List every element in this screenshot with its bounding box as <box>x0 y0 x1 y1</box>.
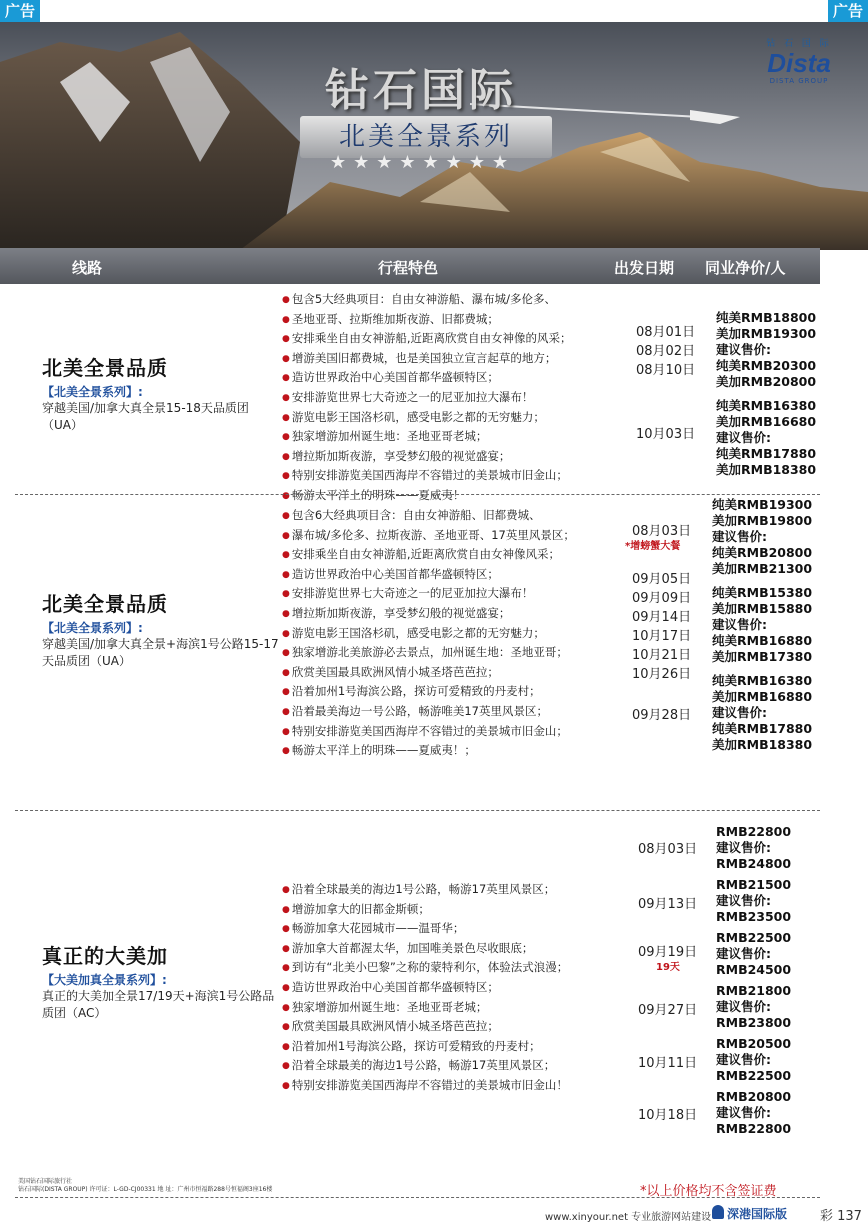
price-line: RMB22800 <box>716 1121 792 1136</box>
feature-item: ● 增游美国旧都费城，也是美国独立宣言起草的地方； <box>282 349 572 369</box>
feature-item: ● 游览电影王国洛杉矶，感受电影之都的无穷魅力； <box>282 624 575 644</box>
note-crab: *增螃蟹大餐 <box>625 541 681 552</box>
feature-item: ● 沿着全球最美的海边1号公路，畅游17英里风景区； <box>282 1056 568 1076</box>
feature-item: ● 特别安排游览美国西海岸不容错过的美景城市旧金山； <box>282 722 575 742</box>
feature-item: ● 独家增游北美旅游必去景点，加州诞生地：圣地亚哥； <box>282 643 575 663</box>
route-desc: 穿越美国/加拿大真全景15-18天品质团（UA） <box>42 401 249 432</box>
feature-item: ● 包含6大经典项目含：自由女神游船、旧都费城、 <box>282 506 575 526</box>
price-line: RMB23800 <box>716 1015 792 1030</box>
route-series: 【北美全景系列】: <box>42 621 143 635</box>
price-line: 建议售价: <box>716 893 771 908</box>
feature-item: ● 圣地亚哥、拉斯维加斯夜游、旧都费城； <box>282 310 572 330</box>
features-3 <box>282 880 568 1096</box>
price-line: RMB24800 <box>716 856 792 871</box>
price-line: 美加RMB15880 <box>712 601 813 616</box>
route-series: 【北美全景系列】: <box>42 385 143 399</box>
price-line: 美加RMB18380 <box>716 462 817 477</box>
feature-item: ● 沿着全球最美的海边1号公路，畅游17英里风景区； <box>282 880 568 900</box>
price-line: 美加RMB17380 <box>712 649 813 664</box>
feature-item: ● 安排游览世界七大奇迹之一的尼亚加拉大瀑布！ <box>282 584 575 604</box>
date: 10月21日 <box>632 648 692 663</box>
feature-item: ● 独家增游加州诞生地：圣地亚哥老城； <box>282 427 572 447</box>
date: 09月28日 <box>632 708 692 723</box>
date: 08月03日 <box>632 524 692 539</box>
feature-item: ● 安排乘坐自由女神游船,近距离欣赏自由女神像风采； <box>282 545 575 565</box>
price-line: 建议售价: <box>716 342 771 357</box>
features-2 <box>282 506 575 761</box>
date: 08月03日 <box>638 842 698 857</box>
header-route: 线路 <box>72 259 103 277</box>
features-1 <box>282 290 572 506</box>
date: 08月02日 <box>636 344 696 359</box>
date: 10月03日 <box>636 427 696 442</box>
price-line: RMB20800 <box>716 1089 792 1104</box>
date: 10月17日 <box>632 629 692 644</box>
price-line: 建议售价: <box>716 1105 771 1120</box>
feature-item: ● 增拉斯加斯夜游，享受梦幻般的视觉盛宴； <box>282 447 572 467</box>
brand-icon <box>712 1205 724 1219</box>
price-line: RMB20500 <box>716 1036 792 1051</box>
price-line: 美加RMB16880 <box>712 689 813 704</box>
divider <box>15 494 820 495</box>
feature-item: ● 沿着加州1号海滨公路，探访可爱精致的丹麦村； <box>282 682 575 702</box>
route-name: 真正的大美加 <box>42 944 168 968</box>
price-line: 美加RMB19300 <box>716 326 817 341</box>
date: 10月11日 <box>638 1056 698 1071</box>
feature-item: ● 增游加拿大的旧都金斯顿； <box>282 900 568 920</box>
price-line: 美加RMB16680 <box>716 414 817 429</box>
price-line: 建议售价: <box>716 430 771 445</box>
price-line: 美加RMB21300 <box>712 561 813 576</box>
route-name: 北美全景品质 <box>42 592 168 616</box>
price-line: 纯美RMB18800 <box>716 310 817 325</box>
price-line: 建议售价: <box>716 1052 771 1067</box>
logo-cn: 钻 石 国 际 <box>766 39 832 49</box>
price-line: 美加RMB18380 <box>712 737 813 752</box>
footer-divider <box>15 1197 820 1198</box>
feature-item: ● 安排乘坐自由女神游船,近距离欣赏自由女神像的风采； <box>282 329 572 349</box>
feature-item: ● 增拉斯加斯夜游，享受梦幻般的视觉盛宴； <box>282 604 575 624</box>
route-2 <box>42 588 282 670</box>
price-line: 建议售价: <box>716 999 771 1014</box>
feature-item: ● 欣赏美国最具欧洲风情小城圣塔芭芭拉； <box>282 663 575 683</box>
logo-en: Dista <box>767 48 831 78</box>
header-price: 同业净价/人 <box>705 259 786 277</box>
price-line: 纯美RMB16380 <box>716 398 817 413</box>
header-date: 出发日期 <box>614 259 675 277</box>
route-desc: 真正的大美加全景17/19天+海滨1号公路品质团（AC） <box>42 989 275 1020</box>
price-line: RMB22500 <box>716 1068 792 1083</box>
date: 09月05日 <box>632 572 692 587</box>
feature-item: ● 沿着最美海边一号公路，畅游唯美17英里风景区； <box>282 702 575 722</box>
price-line: 建议售价: <box>712 529 767 544</box>
banner <box>0 22 868 250</box>
feature-item: ● 造访世界政治中心美国首都华盛顿特区； <box>282 368 572 388</box>
agency-line-2: 钻石国际(DISTA GROUP) 许可证：L-GD-CJ00331 地 址：广州市恒福路288号恒福阁3座16楼 <box>18 1186 273 1193</box>
route-1 <box>42 352 282 434</box>
price-line: 纯美RMB20800 <box>712 545 813 560</box>
divider <box>15 810 820 811</box>
price-line: RMB23500 <box>716 909 792 924</box>
feature-item: ● 沿着加州1号海滨公路，探访可爱精致的丹麦村； <box>282 1037 568 1057</box>
price-line: RMB21800 <box>716 983 792 998</box>
price-line: RMB21500 <box>716 877 792 892</box>
disclaimer: *以上价格均不含签证费 <box>640 1184 777 1199</box>
feature-item: ● 畅游太平洋上的明珠——夏威夷！； <box>282 741 575 761</box>
feature-item: ● 造访世界政治中心美国首都华盛顿特区； <box>282 978 568 998</box>
price-list-3 <box>716 824 791 1137</box>
feature-item: ● 畅游太平洋上的明珠——夏威夷！ <box>282 486 572 506</box>
price-line: 建议售价: <box>716 946 771 961</box>
route-name: 北美全景品质 <box>42 356 168 380</box>
price-line: 建议售价: <box>712 617 767 632</box>
date: 10月18日 <box>638 1108 698 1123</box>
date: 09月27日 <box>638 1003 698 1018</box>
date: 08月01日 <box>636 325 696 340</box>
route-desc: 穿越美国/加拿大真全景+海滨1号公路15-17天品质团（UA） <box>42 637 279 668</box>
date: 09月14日 <box>632 610 692 625</box>
price-line: 美加RMB19800 <box>712 513 813 528</box>
website-text: www.xinyour.net 专业旅游网站建设 <box>545 1212 712 1223</box>
price-line: 纯美RMB19300 <box>712 497 813 512</box>
feature-item: ● 造访世界政治中心美国首都华盛顿特区； <box>282 565 575 585</box>
agency-info <box>18 1178 272 1194</box>
price-line: 建议售价: <box>712 705 767 720</box>
feature-item: ● 包含5大经典项目：自由女神游船、瀑布城/多伦多、 <box>282 290 572 310</box>
feature-item: ● 安排游览世界七大奇迹之一的尼亚加拉大瀑布！ <box>282 388 572 408</box>
feature-item: ● 特别安排游览美国西海岸不容错过的美景城市旧金山！ <box>282 1076 568 1096</box>
date: 08月10日 <box>636 363 696 378</box>
price-line: 美加RMB20800 <box>716 374 817 389</box>
note-19days: 19天 <box>656 962 680 973</box>
feature-item: ● 特别安排游览美国西海岸不容错过的美景城市旧金山； <box>282 466 572 486</box>
price-line: 纯美RMB20300 <box>716 358 817 373</box>
price-line: RMB24500 <box>716 962 792 977</box>
agency-line-1: 美国钻石国际旅行社 <box>18 1178 73 1185</box>
price-line: RMB22500 <box>716 930 792 945</box>
route-series: 【大美加真全景系列】: <box>42 973 167 987</box>
feature-item: ● 游加拿大首都渥太华，加国唯美景色尽收眼底； <box>282 939 568 959</box>
feature-item: ● 瀑布城/多伦多、拉斯夜游、圣地亚哥、17英里风景区； <box>282 526 575 546</box>
price-line: 纯美RMB16880 <box>712 633 813 648</box>
date: 10月26日 <box>632 667 692 682</box>
rating-stars: ★★★★★★★★ <box>330 152 516 173</box>
table-header <box>0 248 820 284</box>
brand-name: 深港国际版 <box>727 1207 788 1221</box>
feature-item: ● 欣赏美国最具欧洲风情小城圣塔芭芭拉； <box>282 1017 568 1037</box>
price-line: RMB22800 <box>716 824 792 839</box>
price-line: 纯美RMB17880 <box>712 721 813 736</box>
header-features: 行程特色 <box>378 259 439 277</box>
page-number: 彩 137 <box>820 1209 862 1224</box>
price-list-2 <box>712 497 812 753</box>
ad-label-left: 广告 <box>0 0 40 22</box>
date: 09月19日 <box>638 945 698 960</box>
date: 09月09日 <box>632 591 692 606</box>
ad-label-right: 广告 <box>828 0 868 22</box>
price-line: 纯美RMB17880 <box>716 446 817 461</box>
banner-subtitle: 北美全景系列 <box>300 116 552 158</box>
feature-item: ● 畅游加拿大花园城市——温哥华； <box>282 919 568 939</box>
price-line: 纯美RMB16380 <box>712 673 813 688</box>
dista-logo <box>744 36 854 98</box>
price-list-1 <box>716 310 816 478</box>
logo-sub: DISTA GROUP <box>769 77 829 85</box>
feature-item: ● 游览电影王国洛杉矶，感受电影之都的无穷魅力； <box>282 408 572 428</box>
date: 09月13日 <box>638 897 698 912</box>
route-3 <box>42 940 282 1022</box>
price-line: 纯美RMB15380 <box>712 585 813 600</box>
banner-title: 钻石国际 <box>325 65 517 116</box>
price-line: 建议售价: <box>716 840 771 855</box>
feature-item: ● 到访有“北美小巴黎”之称的蒙特利尔，体验法式浪漫； <box>282 958 568 978</box>
feature-item: ● 独家增游加州诞生地：圣地亚哥老城； <box>282 998 568 1018</box>
